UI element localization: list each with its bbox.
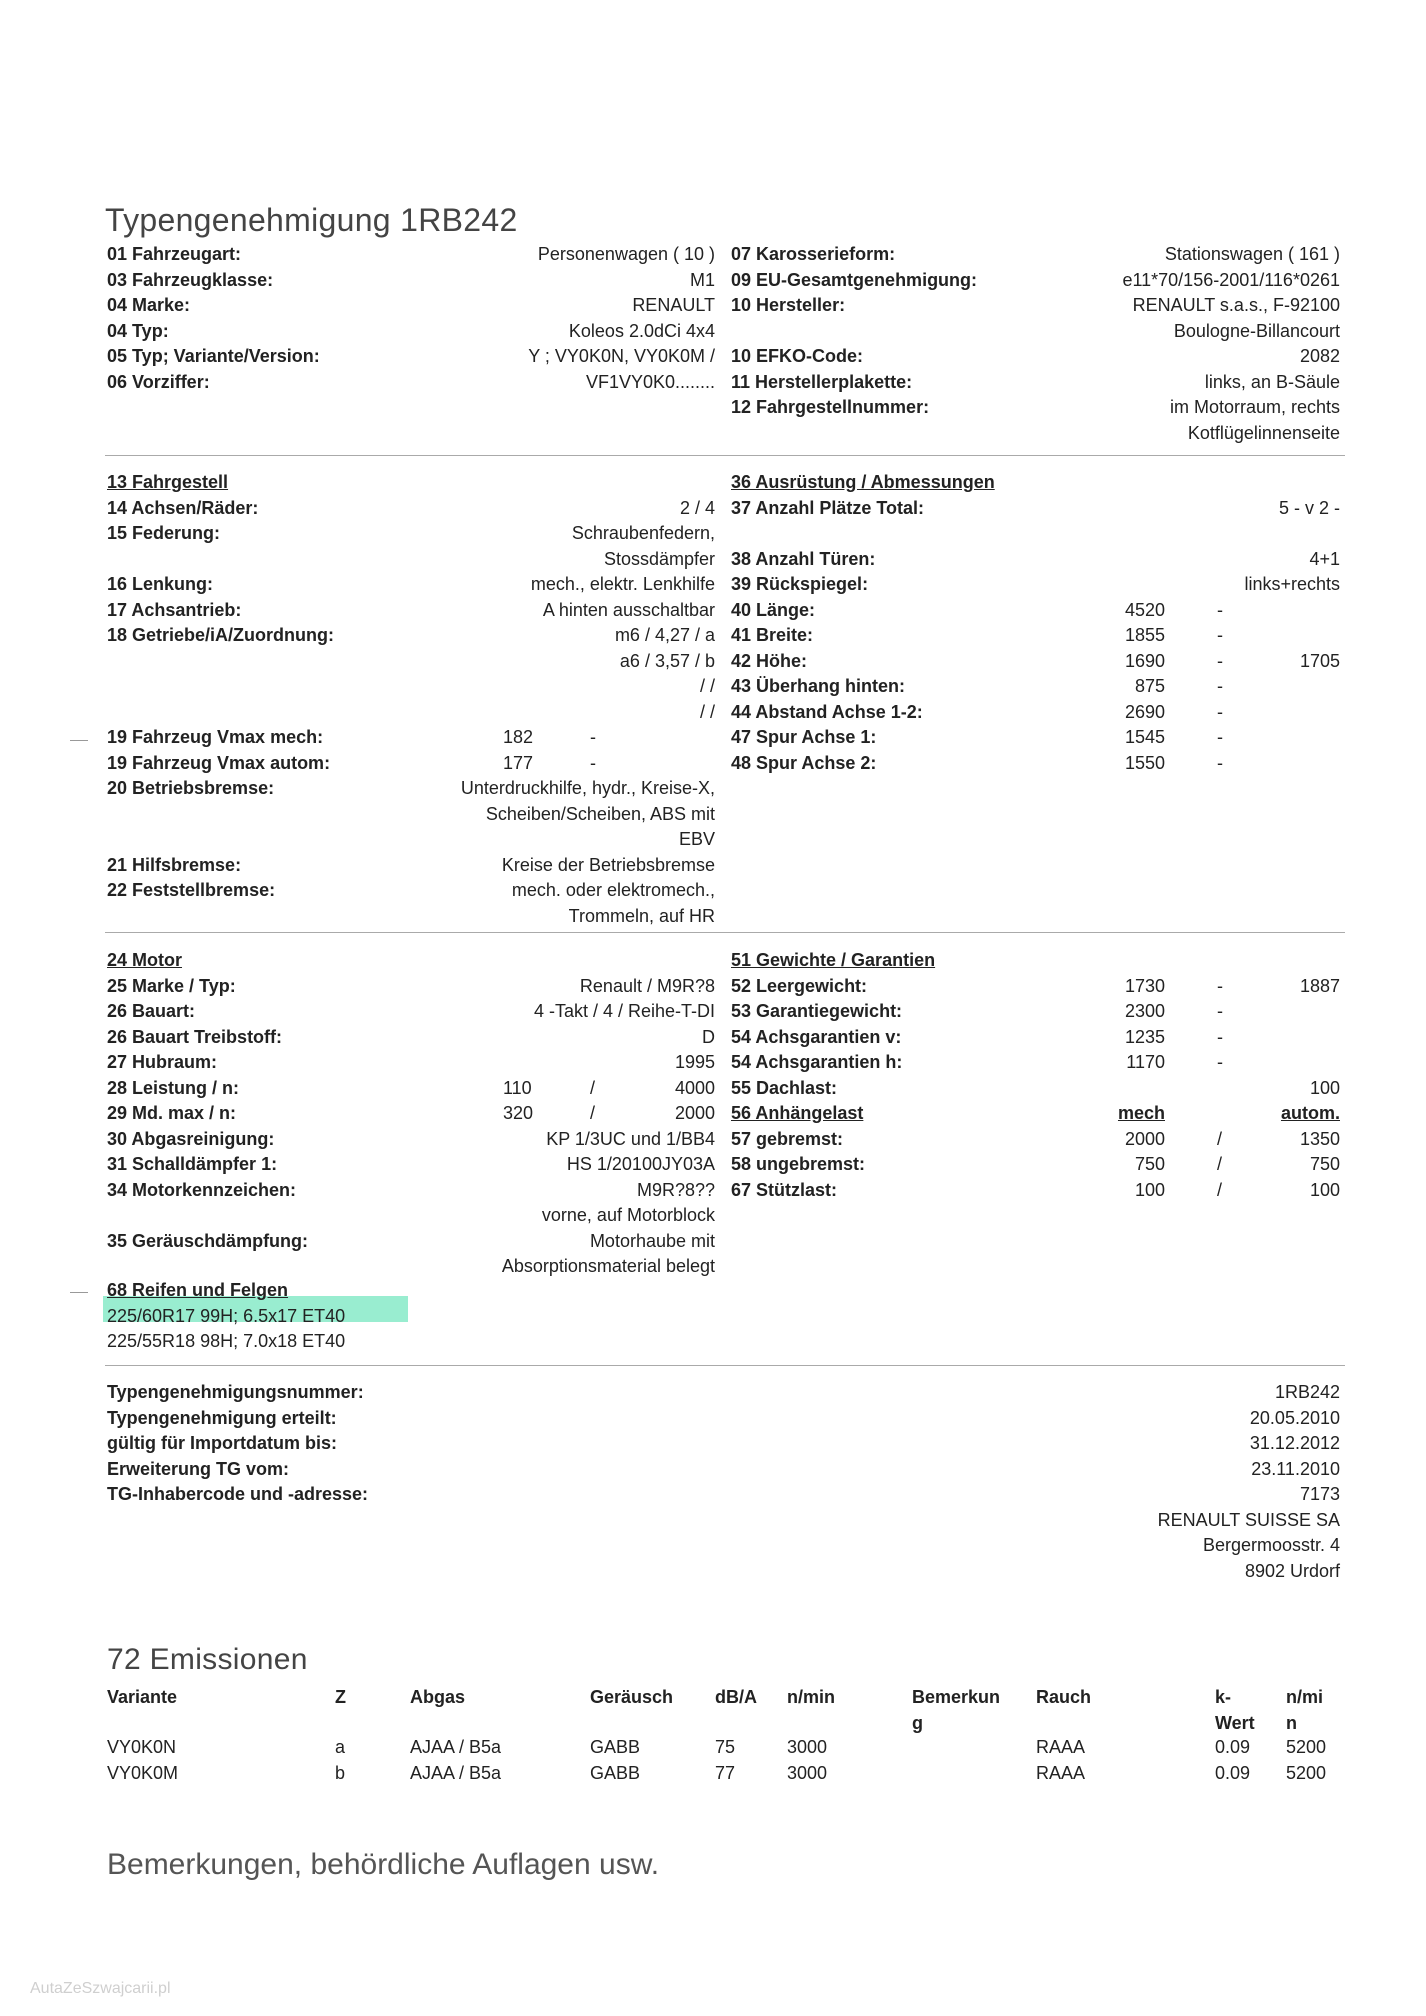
field-value: 2000 bbox=[674, 1103, 715, 1123]
table-cell: AJAA / B5a bbox=[410, 1762, 502, 1783]
field-label: Erweiterung TG vom: bbox=[107, 1458, 290, 1479]
field-value: Koleos 2.0dCi 4x4 bbox=[568, 320, 715, 341]
column-heading: n/min bbox=[787, 1687, 835, 1707]
field-label: 37 Anzahl Plätze Total: bbox=[731, 497, 925, 518]
field-value: Boulogne-Billancourt bbox=[1173, 320, 1340, 341]
field-separator: / bbox=[590, 1077, 596, 1098]
column-heading: n bbox=[1286, 1712, 1297, 1733]
field-label: 31 Schalldämpfer 1: bbox=[107, 1154, 278, 1174]
field-value: 31.12.2012 bbox=[1249, 1433, 1340, 1453]
field-value: 1RB242 bbox=[1274, 1382, 1340, 1402]
field-value: Bergermoosstr. 4 bbox=[1202, 1535, 1340, 1555]
table-cell: GABB bbox=[590, 1737, 641, 1757]
field-value: Kotflügelinnenseite bbox=[1187, 422, 1340, 443]
field-value: Kreise der Betriebsbremse bbox=[501, 854, 715, 875]
divider-motor bbox=[105, 1365, 1345, 1366]
field-value: mech., elektr. Lenkhilfe bbox=[530, 574, 715, 594]
field-label: 16 Lenkung: bbox=[107, 574, 214, 594]
column-heading: Wert bbox=[1215, 1712, 1255, 1733]
field-separator: / bbox=[1217, 1179, 1223, 1200]
field-value: HS 1/20100JY03A bbox=[566, 1154, 715, 1174]
field-value: 1550 bbox=[1124, 752, 1165, 773]
table-cell: a bbox=[335, 1737, 346, 1757]
field-value: im Motorraum, rechts bbox=[1169, 397, 1340, 417]
field-value: 100 bbox=[1309, 1179, 1340, 1200]
field-value: VF1VY0K0........ bbox=[585, 371, 715, 392]
table-cell: 5200 bbox=[1286, 1737, 1327, 1757]
field-label: 27 Hubraum: bbox=[107, 1052, 218, 1072]
field-label: 55 Dachlast: bbox=[731, 1077, 838, 1098]
field-value: D bbox=[702, 1026, 715, 1047]
field-label: 21 Hilfsbremse: bbox=[107, 854, 242, 875]
column-heading: Z bbox=[335, 1687, 346, 1707]
field-value: 1705 bbox=[1299, 650, 1340, 671]
field-label: 30 Abgasreinigung: bbox=[107, 1128, 275, 1149]
table-cell: VY0K0M bbox=[107, 1762, 179, 1783]
field-value: 100 bbox=[1309, 1077, 1340, 1098]
table-cell: 75 bbox=[715, 1737, 736, 1757]
section-heading: 51 Gewichte / Garantien bbox=[731, 950, 936, 970]
field-label: 18 Getriebe/iA/Zuordnung: bbox=[107, 625, 335, 645]
field-value: 2690 bbox=[1124, 701, 1165, 722]
field-label: 54 Achsgarantien v: bbox=[731, 1026, 902, 1047]
field-value: / / bbox=[699, 701, 715, 722]
field-label: 11 Herstellerplakette: bbox=[731, 371, 913, 392]
field-separator: - bbox=[1217, 727, 1223, 747]
field-value: Renault / M9R?8 bbox=[579, 975, 715, 996]
field-label: 47 Spur Achse 1: bbox=[731, 727, 877, 747]
field-label: 26 Bauart Treibstoff: bbox=[107, 1026, 283, 1047]
field-value: RENAULT s.a.s., F-92100 bbox=[1132, 295, 1340, 315]
field-value: Unterdruckhilfe, hydr., Kreise-X, bbox=[460, 778, 715, 798]
field-label: 28 Leistung / n: bbox=[107, 1077, 240, 1098]
field-label: 35 Geräuschdämpfung: bbox=[107, 1230, 309, 1251]
field-value: 1995 bbox=[674, 1052, 715, 1072]
field-label: 03 Fahrzeugklasse: bbox=[107, 269, 274, 290]
field-separator: - bbox=[1217, 625, 1223, 645]
field-label: 15 Federung: bbox=[107, 523, 221, 543]
field-value: 4520 bbox=[1124, 599, 1165, 620]
field-label: 39 Rückspiegel: bbox=[731, 574, 869, 594]
field-value: Absorptionsmaterial belegt bbox=[501, 1256, 715, 1276]
table-cell: AJAA / B5a bbox=[410, 1737, 502, 1757]
field-value: M9R?8?? bbox=[636, 1179, 715, 1200]
table-cell: 77 bbox=[715, 1762, 736, 1783]
field-value: 2082 bbox=[1299, 346, 1340, 366]
field-value: 5 - v 2 - bbox=[1278, 497, 1340, 518]
table-cell: RAAA bbox=[1036, 1762, 1086, 1783]
field-value: 4 -Takt / 4 / Reihe-T-DI bbox=[533, 1001, 715, 1021]
field-value: Trommeln, auf HR bbox=[568, 905, 715, 926]
field-label: 54 Achsgarantien h: bbox=[731, 1052, 903, 1072]
field-label: 19 Fahrzeug Vmax mech: bbox=[107, 727, 324, 747]
field-value: Schraubenfedern, bbox=[571, 523, 715, 543]
table-cell: 5200 bbox=[1286, 1762, 1327, 1783]
column-heading: Geräusch bbox=[590, 1687, 674, 1707]
field-value: a6 / 3,57 / b bbox=[619, 650, 715, 671]
field-label: 17 Achsantrieb: bbox=[107, 599, 242, 620]
field-label: 67 Stützlast: bbox=[731, 1179, 838, 1200]
field-separator: - bbox=[1217, 1052, 1223, 1072]
section-heading: 56 Anhängelast bbox=[731, 1103, 864, 1123]
field-value: A hinten ausschaltbar bbox=[542, 599, 715, 620]
field-label: TG-Inhabercode und -adresse: bbox=[107, 1484, 369, 1504]
field-label: 38 Anzahl Türen: bbox=[731, 548, 876, 569]
field-value: 1170 bbox=[1126, 1052, 1165, 1072]
field-label: 22 Feststellbremse: bbox=[107, 880, 276, 900]
field-label: 12 Fahrgestellnummer: bbox=[731, 397, 930, 417]
field-separator: - bbox=[590, 752, 596, 773]
column-heading: k- bbox=[1215, 1687, 1232, 1707]
field-label: 44 Abstand Achse 1-2: bbox=[731, 701, 923, 722]
field-value: Motorhaube mit bbox=[589, 1230, 715, 1251]
field-label: 40 Länge: bbox=[731, 599, 816, 620]
field-value: 1545 bbox=[1124, 727, 1165, 747]
field-value: mech. oder elektromech., bbox=[511, 880, 715, 900]
table-cell: GABB bbox=[590, 1762, 641, 1783]
field-label: 52 Leergewicht: bbox=[731, 975, 868, 996]
field-value: 177 bbox=[503, 752, 534, 773]
field-separator: - bbox=[1217, 1001, 1223, 1021]
field-label: 07 Karosserieform: bbox=[731, 244, 896, 264]
field-separator: / bbox=[1217, 1154, 1223, 1174]
tire-spec: 99H; bbox=[195, 1305, 244, 1326]
field-value: Stationswagen ( 161 ) bbox=[1164, 244, 1340, 264]
section-heading: 68 Reifen und Felgen bbox=[107, 1280, 289, 1300]
page-title: Typengenehmigung 1RB242 bbox=[105, 202, 518, 238]
field-value: Y ; VY0K0N, VY0K0M / bbox=[528, 346, 715, 366]
field-value: Personenwagen ( 10 ) bbox=[537, 244, 715, 264]
table-cell: VY0K0N bbox=[107, 1737, 177, 1757]
emissions-title: 72 Emissionen bbox=[107, 1643, 308, 1676]
field-label: 43 Überhang hinten: bbox=[731, 676, 906, 696]
field-value: EBV bbox=[678, 829, 715, 849]
field-value: 23.11.2010 bbox=[1251, 1458, 1340, 1479]
divider-header bbox=[105, 455, 1345, 456]
table-cell: b bbox=[335, 1762, 346, 1783]
field-value: / / bbox=[699, 676, 715, 696]
field-label: 42 Höhe: bbox=[731, 650, 808, 671]
field-label: 09 EU-Gesamtgenehmigung: bbox=[731, 269, 978, 290]
tire-spec: 6.5x17 ET40 bbox=[243, 1305, 346, 1326]
tire-spec: 225/60R17 bbox=[107, 1305, 196, 1326]
field-value: Stossdämpfer bbox=[603, 548, 715, 569]
column-heading: autom. bbox=[1280, 1103, 1340, 1123]
watermark: AutaZeSzwajcarii.pl bbox=[30, 1980, 171, 1997]
remarks-title: Bemerkungen, behördliche Auflagen usw. bbox=[107, 1848, 660, 1881]
field-separator: - bbox=[1217, 650, 1223, 671]
field-label: Typengenehmigungsnummer: bbox=[107, 1382, 364, 1402]
field-value: vorne, auf Motorblock bbox=[541, 1205, 715, 1225]
field-value: 1730 bbox=[1124, 975, 1165, 996]
field-value: 1887 bbox=[1299, 975, 1340, 996]
field-value: 100 bbox=[1134, 1179, 1165, 1200]
field-label: 20 Betriebsbremse: bbox=[107, 778, 275, 798]
field-value: 20.05.2010 bbox=[1249, 1407, 1340, 1428]
field-separator: - bbox=[1217, 752, 1223, 773]
field-value: 1855 bbox=[1124, 625, 1165, 645]
field-value: links+rechts bbox=[1244, 574, 1340, 594]
field-separator: / bbox=[1217, 1128, 1223, 1149]
field-label: 04 Marke: bbox=[107, 295, 191, 315]
field-value: 1235 bbox=[1124, 1026, 1165, 1047]
column-heading: g bbox=[912, 1712, 923, 1733]
field-label: 06 Vorziffer: bbox=[107, 371, 210, 392]
field-value: 7173 bbox=[1299, 1484, 1340, 1504]
field-value: 8902 Urdorf bbox=[1244, 1560, 1340, 1581]
field-value: m6 / 4,27 / a bbox=[614, 625, 715, 645]
field-value: KP 1/3UC und 1/BB4 bbox=[546, 1128, 715, 1149]
field-label: 05 Typ; Variante/Version: bbox=[107, 346, 320, 366]
field-label: 53 Garantiegewicht: bbox=[731, 1001, 903, 1021]
scan-mark bbox=[70, 740, 88, 741]
field-separator: - bbox=[1217, 701, 1223, 722]
field-value: 750 bbox=[1309, 1154, 1340, 1174]
field-value: Scheiben/Scheiben, ABS mit bbox=[485, 803, 715, 824]
field-value: 182 bbox=[503, 727, 534, 747]
field-value: 320 bbox=[503, 1103, 534, 1123]
field-label: 19 Fahrzeug Vmax autom: bbox=[107, 752, 331, 773]
table-cell: 0.09 bbox=[1215, 1762, 1251, 1783]
field-value: 4+1 bbox=[1309, 548, 1340, 569]
field-separator: - bbox=[590, 727, 596, 747]
table-cell: 0.09 bbox=[1215, 1737, 1251, 1757]
table-cell: 3000 bbox=[787, 1737, 828, 1757]
table-cell: 3000 bbox=[787, 1762, 828, 1783]
field-label: gültig für Importdatum bis: bbox=[107, 1433, 337, 1453]
field-label: 10 Hersteller: bbox=[731, 295, 846, 315]
field-value: 110 bbox=[503, 1077, 532, 1098]
field-separator: - bbox=[1217, 1026, 1223, 1047]
field-label: 10 EFKO-Code: bbox=[731, 346, 864, 366]
field-value: 2 / 4 bbox=[679, 497, 715, 518]
field-value: 2300 bbox=[1124, 1001, 1165, 1021]
field-value: RENAULT SUISSE SA bbox=[1157, 1509, 1340, 1530]
field-separator: / bbox=[590, 1103, 596, 1123]
field-label: 01 Fahrzeugart: bbox=[107, 244, 242, 264]
field-value: e11*70/156-2001/116*0261 bbox=[1122, 269, 1340, 290]
field-label: 34 Motorkennzeichen: bbox=[107, 1179, 297, 1200]
field-value: 2000 bbox=[1124, 1128, 1165, 1149]
field-label: 57 gebremst: bbox=[731, 1128, 844, 1149]
field-separator: - bbox=[1217, 676, 1223, 696]
field-value: 1690 bbox=[1124, 650, 1165, 671]
field-value: M1 bbox=[689, 269, 715, 290]
field-value: 1350 bbox=[1299, 1128, 1340, 1149]
column-heading: Abgas bbox=[410, 1687, 466, 1707]
field-label: 25 Marke / Typ: bbox=[107, 975, 236, 996]
field-label: 04 Typ: bbox=[107, 320, 169, 341]
column-heading: Bemerkun bbox=[912, 1687, 1001, 1707]
field-label: 14 Achsen/Räder: bbox=[107, 497, 259, 518]
column-heading: dB/A bbox=[715, 1687, 757, 1707]
field-label: 41 Breite: bbox=[731, 625, 814, 645]
section-heading: 13 Fahrgestell bbox=[107, 472, 229, 492]
column-heading: Variante bbox=[107, 1687, 178, 1707]
section-heading: 24 Motor bbox=[107, 950, 183, 970]
field-value: 4000 bbox=[674, 1077, 715, 1098]
field-value: 875 bbox=[1134, 676, 1165, 696]
field-separator: - bbox=[1217, 975, 1223, 996]
field-label: 29 Md. max / n: bbox=[107, 1103, 237, 1123]
scan-mark bbox=[70, 1292, 88, 1293]
table-cell: RAAA bbox=[1036, 1737, 1086, 1757]
column-heading: Rauch bbox=[1036, 1687, 1092, 1707]
field-label: 48 Spur Achse 2: bbox=[731, 752, 877, 773]
tire-line-1 bbox=[107, 1304, 345, 1329]
column-heading: n/mi bbox=[1286, 1687, 1324, 1707]
column-heading: mech bbox=[1117, 1103, 1165, 1123]
divider-fahrgestell bbox=[105, 932, 1345, 933]
field-value: RENAULT bbox=[632, 295, 715, 315]
field-value: links, an B-Säule bbox=[1204, 371, 1340, 392]
field-label: Typengenehmigung erteilt: bbox=[107, 1407, 337, 1428]
tire-line-2: 225/55R18 98H; 7.0x18 ET40 bbox=[107, 1331, 346, 1351]
field-label: 26 Bauart: bbox=[107, 1001, 196, 1021]
field-separator: - bbox=[1217, 599, 1223, 620]
field-value: 750 bbox=[1134, 1154, 1165, 1174]
section-heading: 36 Ausrüstung / Abmessungen bbox=[731, 472, 995, 492]
field-label: 58 ungebremst: bbox=[731, 1154, 866, 1174]
